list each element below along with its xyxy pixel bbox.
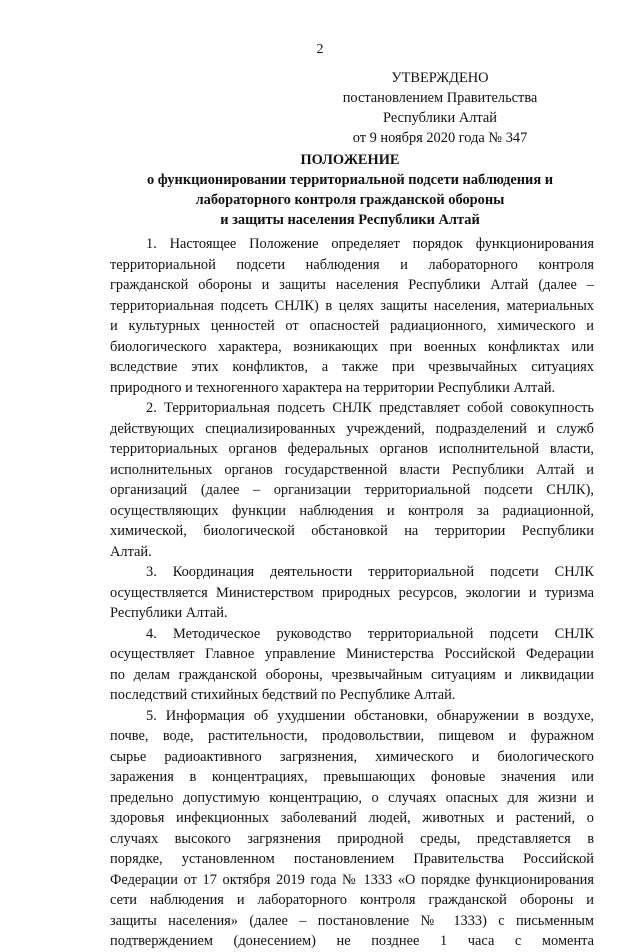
text-line: заражения в концентрациях, превышающих фоновые значения или [110, 769, 594, 785]
title-line: ПОЛОЖЕНИЕ [300, 152, 400, 168]
text-line: осуществляет Главное управление Министерства Российской Федерации [110, 646, 594, 662]
text-line: 4. Методическое руководство территориальной подсети СНЛК [146, 625, 594, 642]
text-line: территориальных органов федеральных органов исполнительной власти, [110, 441, 594, 457]
approval-line: от 9 ноября 2020 года № 347 [352, 130, 528, 146]
text-line: подтверждением (донесением) не позднее 1 часа с момента [110, 933, 594, 949]
text-line: природного и техногенного характера на территории Республики Алтай. [110, 379, 556, 396]
text-line: 2. Территориальная подсеть СНЛК представляет собой совокупность [146, 400, 594, 416]
paragraph-1 [110, 234, 594, 398]
text-line: исполнительных органов государственной власти Республики Алтай и [110, 461, 594, 478]
document-body [110, 234, 594, 952]
title-line: и защиты населения Республики Алтай [220, 212, 480, 228]
text-line: почве, воде, растительности, продовольствии, пищевом и фуражном [110, 728, 594, 744]
text-line: по делам гражданской обороны, чрезвычайным ситуациям и ликвидации [110, 666, 594, 683]
text-line: и культурных ценностей от опасностей радиационного, химического и [110, 318, 594, 334]
text-line: защиты населения» (далее – постановление № 1333) с письменным [110, 912, 594, 929]
approval-line: УТВЕРЖДЕНО [391, 70, 489, 86]
text-line: сырье радиоактивного загрязнения, химического и биологического [110, 748, 594, 765]
approval-line: постановлением Правительства [342, 90, 538, 106]
text-line: осуществляющих функции наблюдения и контроля за радиационной, [110, 502, 594, 519]
paragraph-3 [110, 562, 594, 624]
title-line: о функционировании территориальной подсети наблюдения и [146, 172, 554, 188]
text-line: вследствие этих конфликтов, а также при чрезвычайных ситуациях [110, 359, 594, 375]
document-title [90, 150, 610, 230]
text-line: здоровья инфекционных заболеваний людей, животных и растений, о [110, 810, 594, 826]
text-line: 3. Координация деятельности территориальной подсети СНЛК [146, 564, 594, 580]
text-line: Республики Алтай. [110, 605, 228, 621]
text-line: территориальная подсеть СНЛК) в целях защиты населения, материальных [110, 297, 594, 314]
text-line: территориальной подсети наблюдения и лабораторного контроля [110, 256, 594, 273]
text-line: биологического характера, возникающих при военных конфликтах или [110, 338, 594, 355]
paragraph-4 [110, 624, 594, 706]
text-line: порядке, установленном постановлением Правительства Российской [110, 851, 594, 867]
approval-block [340, 68, 540, 148]
text-line: действующих специализированных учреждений, подразделений и служб [110, 420, 594, 437]
paragraph-5 [110, 706, 594, 952]
text-line: последствий стихийных бедствий по Республике Алтай. [110, 687, 456, 703]
page-number: 2 [316, 42, 324, 57]
text-line: предельно допустимую концентрацию, о случаях опасных для жизни и [110, 789, 594, 806]
text-line: Федерации от 17 октября 2019 года № 1333 «О порядке функционирования [110, 871, 594, 888]
text-line: сети наблюдения и лабораторного контроля гражданской обороны и [110, 892, 594, 908]
text-line: 5. Информация об ухудшении обстановки, обнаружении в воздухе, [146, 707, 594, 724]
text-line: Алтай. [110, 543, 152, 560]
text-line: химической, биологической обстановкой на территории Республики [110, 523, 594, 539]
text-line: организаций (далее – организации территориальной подсети СНЛК), [110, 482, 594, 498]
text-line: осуществляется Министерством природных ресурсов, экологии и туризма [110, 584, 594, 601]
approval-line: Республики Алтай [383, 110, 497, 126]
text-line: 1. Настоящее Положение определяет порядок функционирования [146, 236, 594, 252]
text-line: случаях высокого загрязнения природной среды, представляется в [110, 830, 594, 847]
title-line: лабораторного контроля гражданской обороны [195, 192, 505, 208]
text-line: гражданской обороны и защиты населения Республики Алтай (далее – [110, 277, 594, 293]
paragraph-2 [110, 398, 594, 562]
